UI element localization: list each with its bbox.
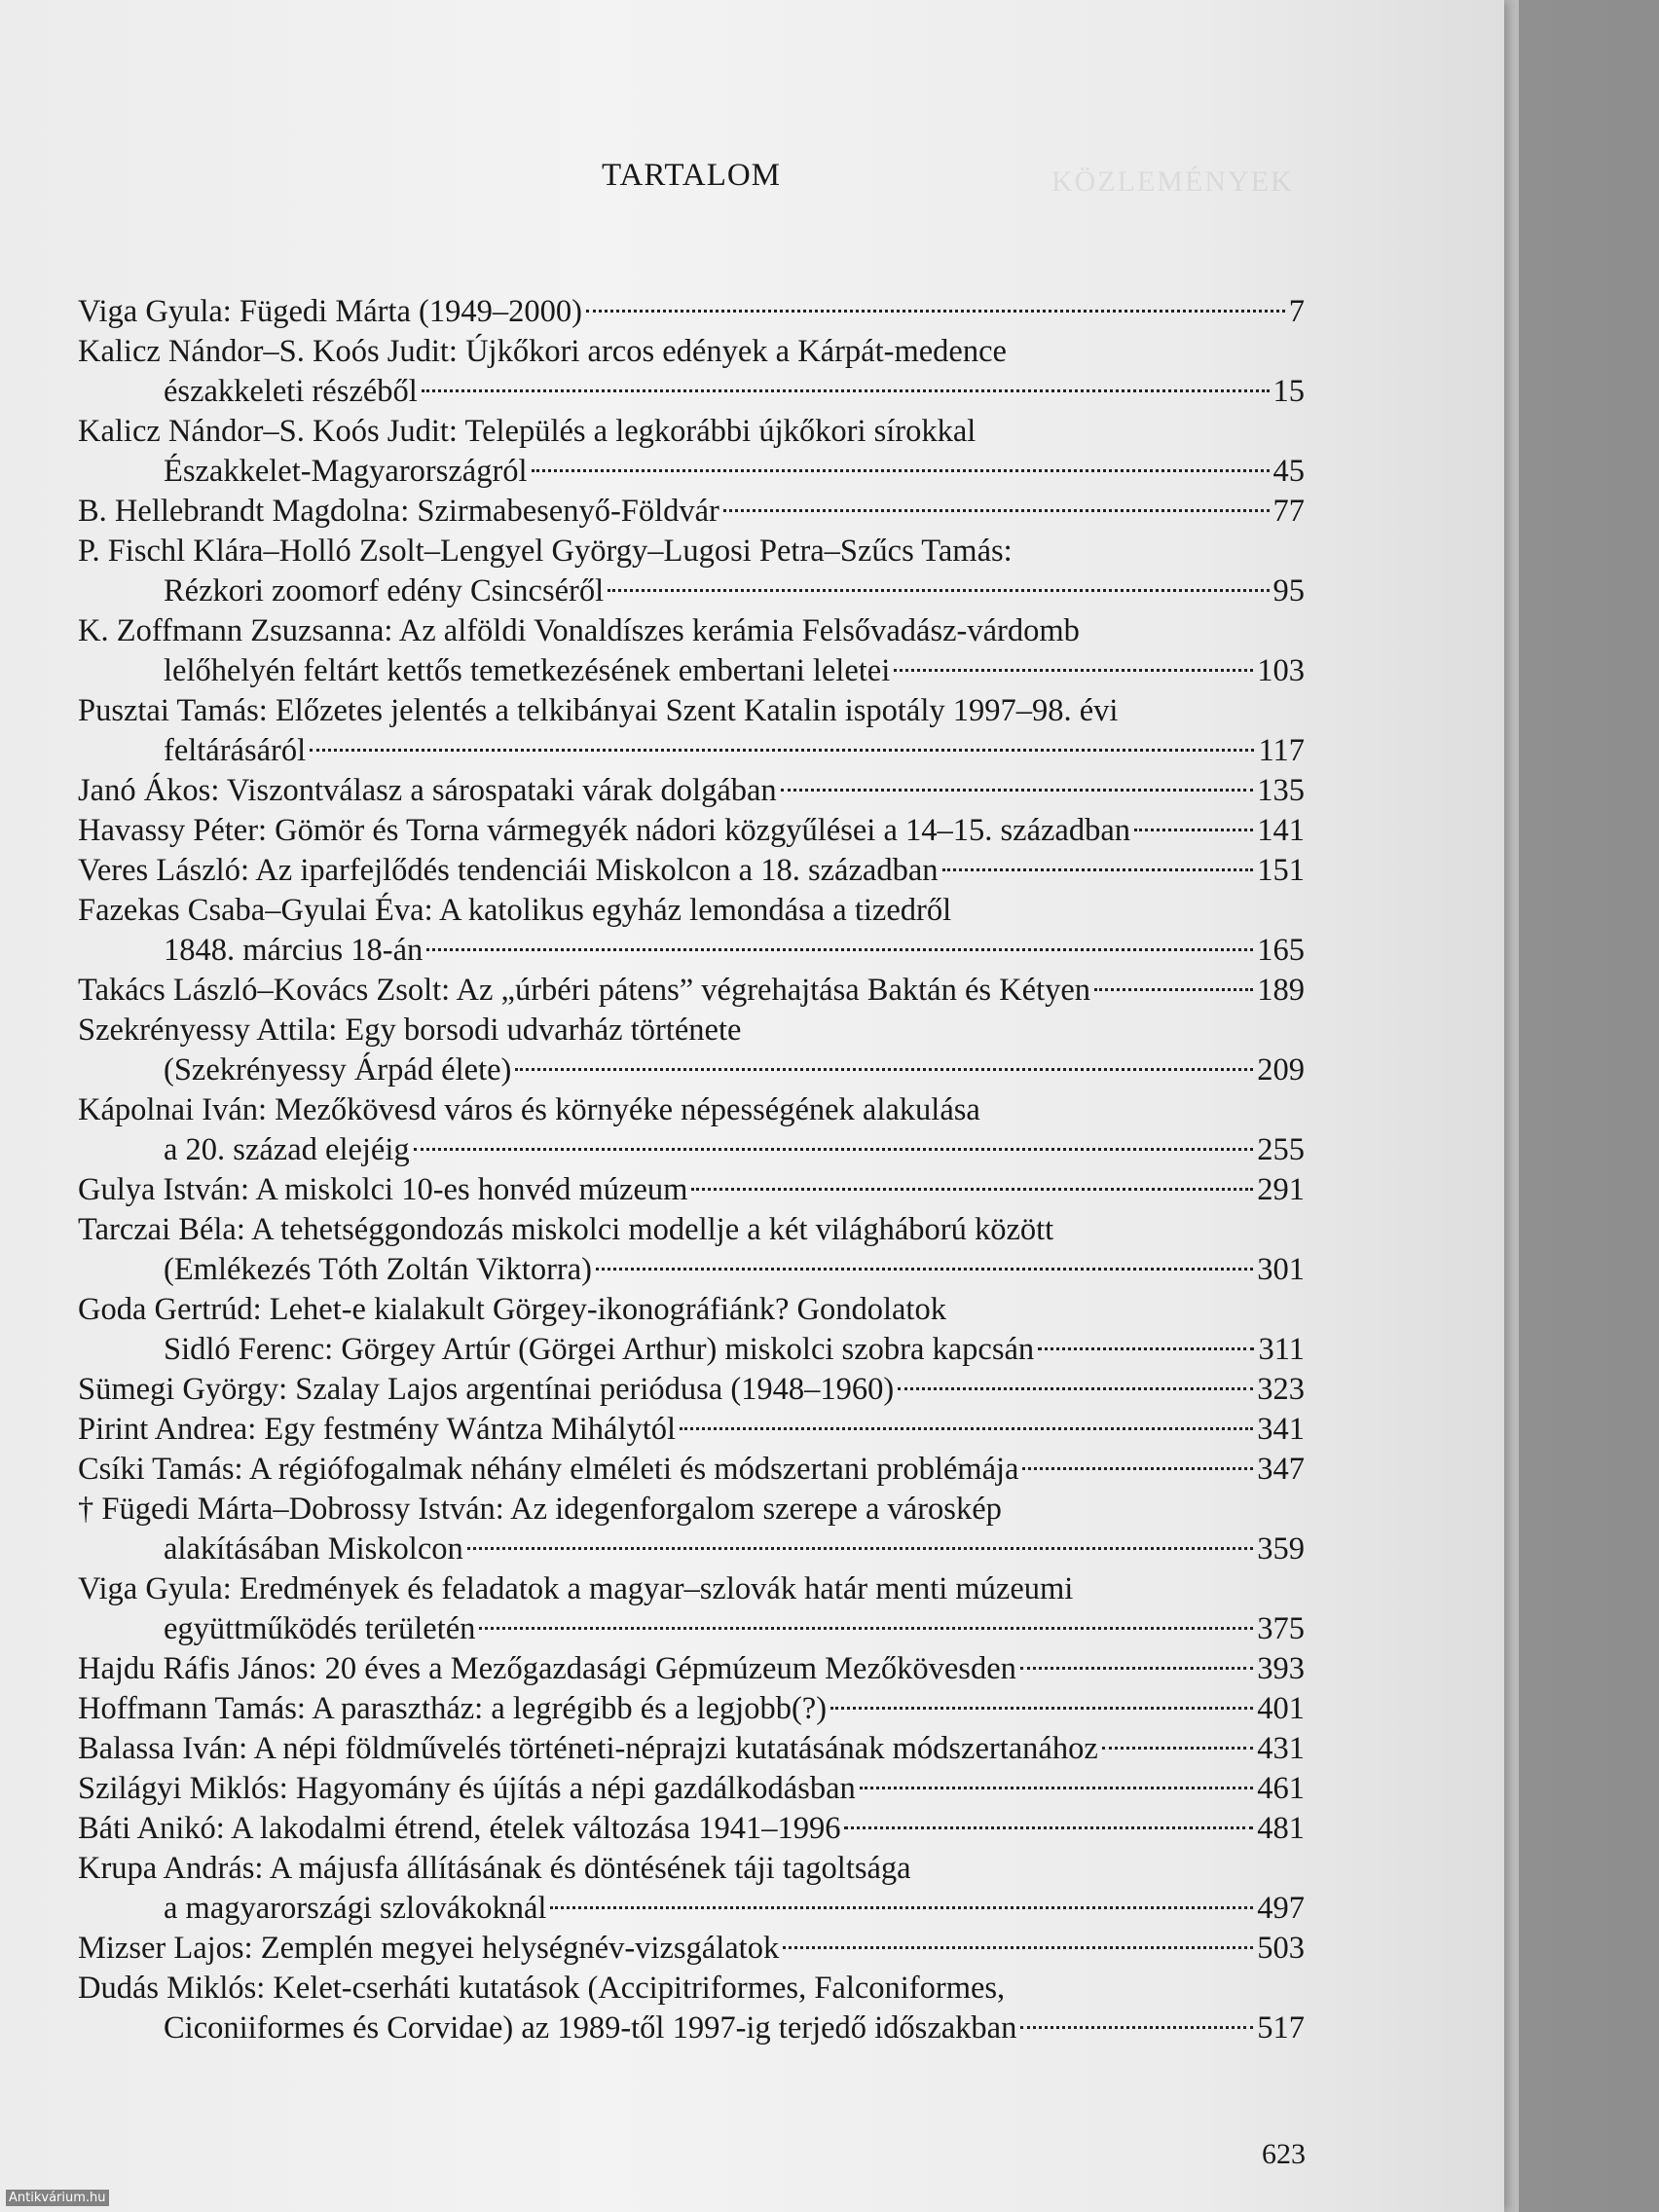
dot-leader: [844, 1826, 1253, 1829]
toc-entry: [78, 1809, 1305, 1849]
toc-entry-text: feltárásáról: [164, 733, 307, 768]
dot-leader: [1094, 988, 1253, 991]
toc-entry-line: [78, 532, 1305, 571]
toc-entry: [78, 1170, 1305, 1210]
toc-entry-line: [78, 292, 1305, 332]
toc-entry-text: B. Hellebrandt Magdolna: Szirmabesenyő-Földvár: [78, 494, 719, 529]
toc-entry-line: [78, 332, 1305, 372]
toc-entry-text: Janó Ákos: Viszontválasz a sárospataki várak dolgában: [78, 773, 777, 808]
toc-page-number: 103: [1257, 653, 1305, 688]
toc-page-number: 393: [1257, 1651, 1305, 1686]
toc-entry-text: Báti Anikó: A lakodalmi étrend, ételek változása 1941–1996: [78, 1811, 841, 1846]
toc-entry-line: [78, 1969, 1305, 2009]
toc-entry-continuation: [78, 452, 1305, 492]
toc-entry-line: [78, 1809, 1305, 1849]
toc-entry-text: K. Zoffmann Zsuzsanna: Az alföldi Vonaldíszes kerámia Felsővadász-várdomb: [78, 613, 1080, 648]
dot-leader: [608, 589, 1269, 592]
toc-page-number: 341: [1257, 1412, 1305, 1447]
toc-entry-text: Ciconiiformes és Corvidae) az 1989-től 1997-ig terjedő időszakban: [164, 2010, 1017, 2046]
toc-page-number: 311: [1258, 1332, 1305, 1367]
toc-entry-text: Takács László–Kovács Zsolt: Az „úrbéri pátens” végrehajtása Baktán és Kétyen: [78, 973, 1091, 1008]
dot-leader: [723, 509, 1270, 512]
toc-entry-text: alakításában Miskolcon: [164, 1531, 463, 1567]
toc-entry-line: [78, 1210, 1305, 1250]
toc-entry-line: [78, 1410, 1305, 1450]
toc-page-number: 255: [1257, 1132, 1305, 1167]
toc-entry: [78, 1290, 1305, 1370]
dot-leader: [414, 1148, 1254, 1151]
toc-entry: [78, 691, 1305, 771]
toc-entry-continuation: [78, 1130, 1305, 1170]
toc-entry: [78, 1490, 1305, 1569]
toc-entry-line: [78, 851, 1305, 891]
toc-entry: [78, 811, 1305, 851]
toc-entry-line: [78, 1011, 1305, 1051]
toc-entry: [78, 412, 1305, 492]
toc-entry-line: [78, 1370, 1305, 1410]
page-number: 623: [1262, 2138, 1306, 2170]
toc-entry-text: a 20. század elejéig: [164, 1132, 410, 1167]
toc-entry: [78, 1649, 1305, 1689]
toc-entry-text: Csíki Tamás: A régiófogalmak néhány elméleti és módszertani problémája: [78, 1452, 1019, 1487]
toc-entry-line: [78, 1729, 1305, 1769]
dot-leader: [860, 1787, 1253, 1789]
toc-entry: [78, 1769, 1305, 1809]
toc-entry: [78, 1849, 1305, 1929]
toc-entry-text: Viga Gyula: Fügedi Márta (1949–2000): [78, 294, 582, 329]
toc-page-number: 45: [1272, 454, 1305, 489]
toc-page-number: 347: [1257, 1452, 1305, 1487]
dot-leader: [467, 1547, 1253, 1550]
toc-entry-text: Tarczai Béla: A tehetséggondozás miskolci modellje a két világháború között: [78, 1212, 1054, 1247]
toc-entry-text: (Emlékezés Tóth Zoltán Viktorra): [164, 1252, 592, 1287]
toc-entry-text: Pirint Andrea: Egy festmény Wántza Mihálytól: [78, 1412, 677, 1447]
dot-leader: [1020, 2026, 1253, 2029]
toc-entry-continuation: [78, 651, 1305, 691]
toc-entry-line: [78, 1689, 1305, 1729]
dot-leader: [532, 469, 1270, 472]
toc-page-number: 497: [1257, 1891, 1305, 1926]
dot-leader: [783, 1946, 1253, 1949]
toc-entry-continuation: [78, 1330, 1305, 1370]
toc-entry: [78, 1011, 1305, 1090]
toc-entry: [78, 1450, 1305, 1490]
toc-page-number: 135: [1257, 773, 1305, 808]
dot-leader: [942, 868, 1254, 871]
dot-leader: [426, 948, 1253, 951]
toc-page-number: 401: [1257, 1691, 1305, 1726]
toc-entry-continuation: [78, 1530, 1305, 1569]
dot-leader: [781, 789, 1254, 792]
toc-entry-line: [78, 611, 1305, 651]
toc-entry-line: [78, 1090, 1305, 1130]
toc-entry-continuation: [78, 372, 1305, 412]
toc-entry-text: Szekrényessy Attila: Egy borsodi udvarház története: [78, 1013, 742, 1048]
toc-entry-text: † Fügedi Márta–Dobrossy István: Az idegenforgalom szerepe a városkép: [78, 1492, 1002, 1527]
toc-entry-continuation: [78, 1051, 1305, 1090]
table-of-contents: [78, 292, 1305, 2048]
toc-entry-line: [78, 1849, 1305, 1889]
toc-entry-text: Északkelet-Magyarországról: [164, 454, 528, 489]
toc-page-number: 117: [1258, 733, 1305, 768]
toc-entry: [78, 332, 1305, 412]
toc-entry: [78, 891, 1305, 971]
toc-page-number: 431: [1257, 1731, 1305, 1766]
toc-entry-text: (Szekrényessy Árpád élete): [164, 1052, 512, 1088]
toc-entry-line: [78, 1170, 1305, 1210]
dot-leader: [830, 1707, 1253, 1710]
toc-entry-line: [78, 691, 1305, 731]
toc-entry-continuation: [78, 731, 1305, 771]
page-title: TARTALOM: [601, 158, 782, 193]
toc-entry: [78, 1210, 1305, 1290]
toc-entry: [78, 1929, 1305, 1969]
toc-entry-text: Goda Gertrúd: Lehet-e kialakult Görgey-ikonográfiánk? Gondolatok: [78, 1292, 946, 1327]
toc-entry: [78, 492, 1305, 532]
toc-entry-continuation: [78, 2009, 1305, 2048]
toc-page-number: 77: [1272, 494, 1305, 529]
toc-entry-text: Szilágyi Miklós: Hagyomány és újítás a népi gazdálkodásban: [78, 1771, 856, 1806]
toc-entry-text: Sümegi György: Szalay Lajos argentínai periódusa (1948–1960): [78, 1372, 895, 1407]
toc-entry-text: Balassa Iván: A népi földművelés történeti-néprajzi kutatásának módszertanához: [78, 1731, 1098, 1766]
toc-entry-line: [78, 971, 1305, 1011]
dot-leader: [1038, 1347, 1254, 1350]
dot-leader: [691, 1188, 1253, 1191]
toc-page-number: 209: [1257, 1052, 1305, 1088]
dot-leader: [479, 1627, 1253, 1630]
toc-entry-text: Rézkori zoomorf edény Csincséről: [164, 573, 605, 608]
toc-entry-continuation: [78, 1609, 1305, 1649]
toc-entry-continuation: [78, 931, 1305, 971]
toc-entry: [78, 532, 1305, 611]
toc-entry: [78, 1689, 1305, 1729]
toc-entry: [78, 771, 1305, 811]
dot-leader: [515, 1068, 1253, 1071]
toc-entry-continuation: [78, 571, 1305, 611]
dot-leader: [1134, 829, 1253, 831]
toc-entry-text: északkeleti részéből: [164, 374, 418, 409]
dot-leader: [898, 1387, 1253, 1390]
toc-entry-text: P. Fischl Klára–Holló Zsolt–Lengyel György–Lugosi Petra–Szűcs Tamás:: [78, 534, 1013, 569]
dot-leader: [1102, 1747, 1253, 1750]
toc-page-number: 301: [1257, 1252, 1305, 1287]
toc-entry: [78, 1969, 1305, 2048]
toc-page-number: 481: [1257, 1811, 1305, 1846]
toc-page-number: 151: [1257, 853, 1305, 888]
toc-entry-text: Krupa András: A májusfa állításának és döntésének táji tagoltsága: [78, 1851, 911, 1886]
toc-entry: [78, 1090, 1305, 1170]
toc-page-number: 291: [1257, 1172, 1305, 1207]
toc-page-number: 15: [1272, 374, 1305, 409]
toc-entry-text: Gulya István: A miskolci 10-es honvéd múzeum: [78, 1172, 688, 1207]
toc-entry: [78, 292, 1305, 332]
toc-entry: [78, 611, 1305, 691]
toc-entry-line: [78, 1450, 1305, 1490]
toc-entry-text: Sidló Ferenc: Görgey Artúr (Görgei Arthur) miskolci szobra kapcsán: [164, 1332, 1035, 1367]
toc-entry-line: [78, 1929, 1305, 1969]
toc-entry-line: [78, 1490, 1305, 1530]
toc-entry-text: Havassy Péter: Gömör és Torna vármegyék nádori közgyűlései a 14–15. században: [78, 813, 1131, 848]
toc-entry-text: Dudás Miklós: Kelet-cserháti kutatások (Accipitriformes, Falconiformes,: [78, 1971, 1006, 2006]
toc-page-number: 503: [1257, 1931, 1305, 1966]
show-through-heading: KÖZLEMÉNYEK: [1051, 166, 1294, 198]
toc-entry-line: [78, 1290, 1305, 1330]
toc-entry-line: [78, 1649, 1305, 1689]
toc-entry-text: együttműködés területén: [164, 1611, 476, 1646]
toc-entry-text: Kápolnai Iván: Mezőkövesd város és környéke népességének alakulása: [78, 1092, 980, 1127]
dot-leader: [1022, 1467, 1253, 1470]
dot-leader: [894, 669, 1253, 672]
toc-page-number: 375: [1257, 1611, 1305, 1646]
toc-page-number: 517: [1257, 2010, 1305, 2046]
toc-entry: [78, 1370, 1305, 1410]
toc-entry: [78, 971, 1305, 1011]
toc-page-number: 461: [1257, 1771, 1305, 1806]
toc-entry-text: lelőhelyén feltárt kettős temetkezésének embertani leletei: [164, 653, 891, 688]
toc-entry-text: Mizser Lajos: Zemplén megyei helységnév-vizsgálatok: [78, 1931, 780, 1966]
watermark: Antikvárium.hu: [6, 2190, 109, 2206]
toc-entry-line: [78, 771, 1305, 811]
toc-entry-text: Hoffmann Tamás: A parasztház: a legrégibb és a legjobb(?): [78, 1691, 828, 1726]
toc-page-number: 141: [1257, 813, 1305, 848]
toc-entry-text: Veres László: Az iparfejlődés tendenciái Miskolcon a 18. században: [78, 853, 939, 888]
toc-entry-line: [78, 1569, 1305, 1609]
toc-entry-text: a magyarországi szlovákoknál: [164, 1891, 547, 1926]
toc-entry-text: Hajdu Ráfis János: 20 éves a Mezőgazdasági Gépmúzeum Mezőkövesden: [78, 1651, 1016, 1686]
toc-entry: [78, 1569, 1305, 1649]
toc-entry-line: [78, 412, 1305, 452]
toc-entry: [78, 1729, 1305, 1769]
dot-leader: [422, 389, 1270, 392]
toc-page-number: 189: [1257, 973, 1305, 1008]
toc-entry-text: Fazekas Csaba–Gyulai Éva: A katolikus egyház lemondása a tizedről: [78, 893, 952, 928]
toc-page-number: 95: [1272, 573, 1305, 608]
toc-entry-text: Kalicz Nándor–S. Koós Judit: Újkőkori arcos edények a Kárpát-medence: [78, 334, 1007, 369]
dot-leader: [680, 1427, 1253, 1430]
toc-page-number: 165: [1257, 933, 1305, 968]
toc-entry-text: Viga Gyula: Eredmények és feladatok a magyar–szlovák határ menti múzeumi: [78, 1571, 1074, 1606]
toc-entry-text: 1848. március 18-án: [164, 933, 424, 968]
toc-entry: [78, 1410, 1305, 1450]
toc-entry-line: [78, 891, 1305, 931]
toc-entry-line: [78, 492, 1305, 532]
toc-entry-line: [78, 1769, 1305, 1809]
dot-leader: [1020, 1667, 1253, 1670]
toc-page-number: 323: [1257, 1372, 1305, 1407]
toc-entry-text: Pusztai Tamás: Előzetes jelentés a telkibányai Szent Katalin ispotály 1997–98. évi: [78, 693, 1119, 728]
dot-leader: [596, 1268, 1253, 1271]
toc-entry-continuation: [78, 1889, 1305, 1929]
toc-entry-line: [78, 811, 1305, 851]
toc-page-number: 7: [1288, 294, 1305, 329]
toc-entry-continuation: [78, 1250, 1305, 1290]
toc-entry-text: Kalicz Nándor–S. Koós Judit: Település a legkorábbi újkőkori sírokkal: [78, 414, 977, 449]
dot-leader: [310, 749, 1254, 752]
toc-page-number: 359: [1257, 1531, 1305, 1567]
dot-leader: [550, 1906, 1253, 1909]
dot-leader: [586, 310, 1285, 313]
toc-entry: [78, 851, 1305, 891]
